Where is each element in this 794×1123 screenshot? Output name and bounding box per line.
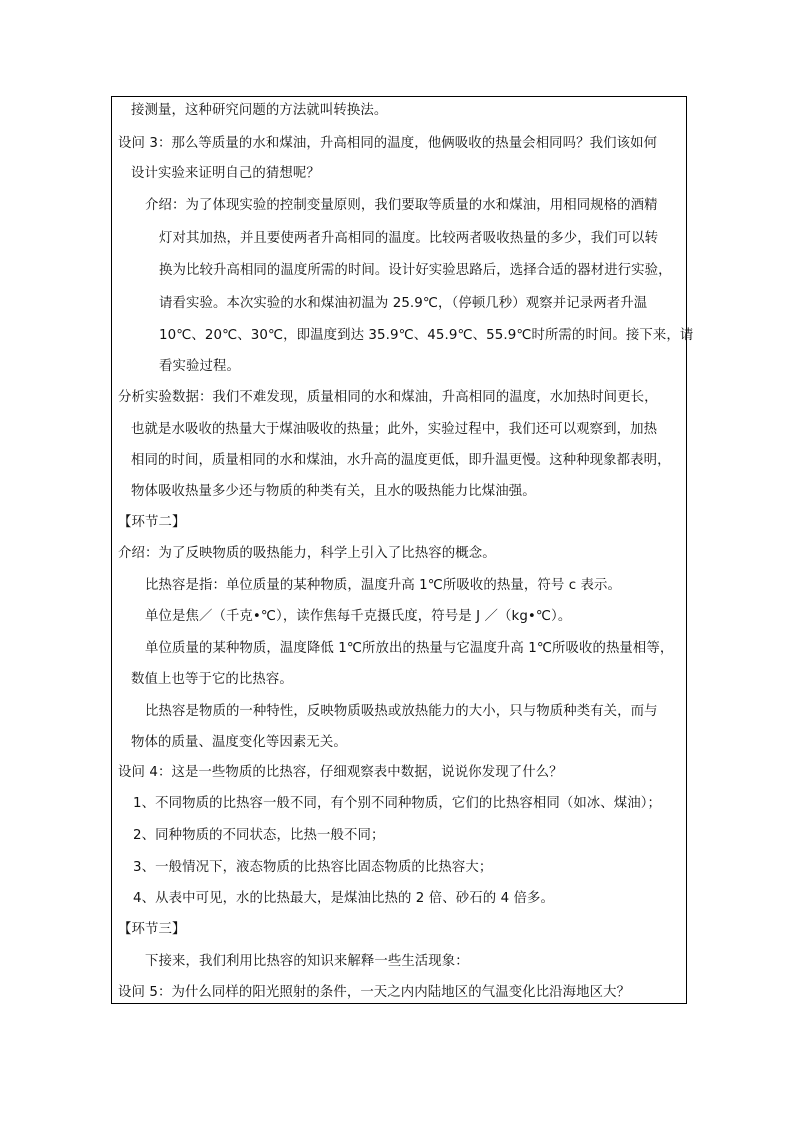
text-line: 数值上也等于它的比热容。	[131, 672, 293, 687]
question-4-line: 设问 4：这是一些物质的比热容，仔细观察表中数据，说说你发现了什么？	[118, 765, 563, 780]
text-line: 比热容是指：单位质量的某种物质，温度升高 1℃所吸收的热量，符号 c 表示。	[145, 578, 621, 593]
question-3-line: 设问 3：那么等质量的水和煤油，升高相同的温度，他俩吸收的热量会相同吗？我们该如何	[118, 136, 658, 151]
intro-line: 介绍：为了反映物质的吸热能力，科学上引入了比热容的概念。	[118, 546, 496, 561]
list-item: 4、从表中可见，水的比热最大，是煤油比热的 2 倍、砂石的 4 倍多。	[133, 891, 555, 906]
text-line: 请看实验。本次实验的水和煤油初温为 25.9℃，（停顿几秒）观察并记录两者升温	[159, 296, 648, 311]
text-line: 灯对其加热，并且要使两者升高相同的温度。比较两者吸收热量的多少，我们可以转	[159, 231, 659, 246]
list-item: 1、不同物质的比热容一般不同，有个别不同种物质，它们的比热容相同（如冰、煤油）；	[133, 796, 662, 811]
text-line: 相同的时间，质量相同的水和煤油，水升高的温度更低，即升温更慢。这种种现象都表明，	[131, 453, 671, 468]
text-line: 换为比较升高相同的温度所需的时间。设计好实验思路后，选择合适的器材进行实验，	[159, 263, 672, 278]
text-line: 单位质量的某种物质，温度降低 1℃所放出的热量与它温度升高 1℃所吸收的热量相等，	[145, 641, 674, 656]
section-heading: 【环节二】	[118, 515, 186, 530]
text-line: 设计实验来证明自己的猜想呢？	[131, 166, 320, 181]
analysis-line: 分析实验数据：我们不难发现，质量相同的水和煤油，升高相同的温度，水加热时间更长，	[118, 390, 658, 405]
content-table-cell	[111, 96, 694, 1004]
list-item: 2、同种物质的不同状态，比热一般不同；	[133, 828, 385, 843]
text-line: 物体吸收热量多少还与物质的种类有关，且水的吸热能力比煤油强。	[131, 484, 536, 499]
text-line: 接测量，这种研究问题的方法就叫转换法。	[131, 103, 388, 118]
question-5-line: 设问 5：为什么同样的阳光照射的条件，一天之内内陆地区的气温变化比沿海地区大？	[118, 985, 631, 1000]
list-item: 3、一般情况下，液态物质的比热容比固态物质的比热容大；	[133, 860, 493, 875]
text-line: 下接来，我们利用比热容的知识来解释一些生活现象：	[145, 954, 469, 969]
text-line: 单位是焦／（千克•℃），读作焦每千克摄氏度，符号是 J ／（kg•℃）。	[145, 609, 572, 624]
text-line: 10℃、20℃、30℃，即温度到达 35.9℃、45.9℃、55.9℃时所需的时间。接下来，请	[159, 328, 694, 343]
section-heading: 【环节三】	[118, 922, 186, 937]
text-line: 比热容是物质的一种特性，反映物质吸热或放热能力的大小，只与物质种类有关，而与	[145, 704, 658, 719]
intro-line: 介绍：为了体现实验的控制变量原则，我们要取等质量的水和煤油，用相同规格的酒精	[145, 198, 658, 213]
text-line: 也就是水吸收的热量大于煤油吸收的热量；此外，实验过程中，我们还可以观察到，加热	[131, 422, 658, 437]
text-line: 看实验过程。	[159, 359, 240, 374]
text-line: 物体的质量、温度变化等因素无关。	[131, 735, 347, 750]
